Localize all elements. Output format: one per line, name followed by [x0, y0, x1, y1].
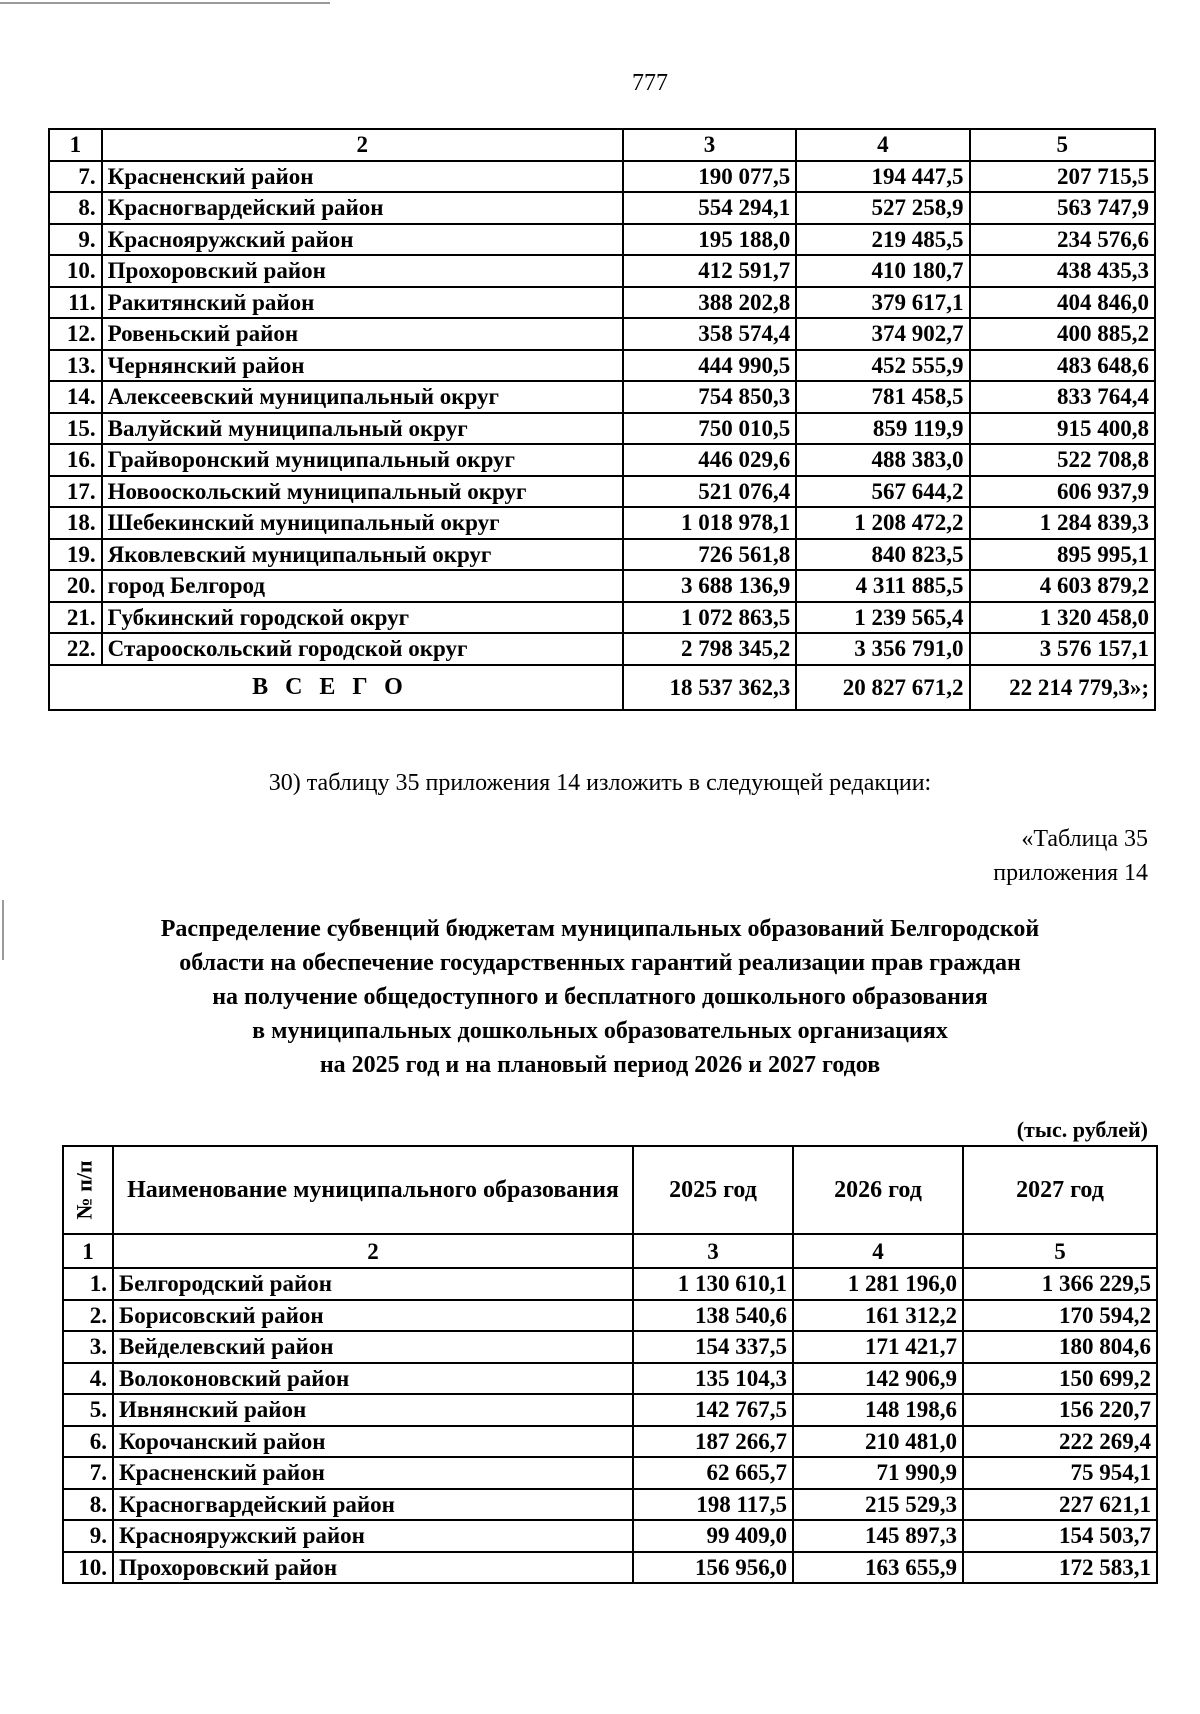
municipality-name: Красногвардейский район	[113, 1489, 633, 1521]
value-2026: 219 485,5	[796, 224, 969, 256]
value-2027: 483 648,6	[970, 350, 1155, 382]
table-row	[49, 350, 1155, 382]
row-number: 14.	[49, 381, 102, 413]
value-2027: 207 715,5	[970, 161, 1155, 193]
table-row	[49, 507, 1155, 539]
municipality-name: Волоконовский район	[113, 1363, 633, 1395]
municipality-name: Прохоровский район	[113, 1552, 633, 1584]
row-number: 9.	[49, 224, 102, 256]
table-row	[63, 1331, 1157, 1363]
table-row	[49, 413, 1155, 445]
value-2026: 379 617,1	[796, 287, 969, 319]
table-row	[63, 1520, 1157, 1552]
value-2026: 781 458,5	[796, 381, 969, 413]
row-number: 15.	[49, 413, 102, 445]
table-row	[49, 224, 1155, 256]
index-cell: 3	[623, 129, 796, 161]
heading-line: в муниципальных дошкольных образовательных организациях	[252, 1018, 948, 1044]
value-2027: 1 366 229,5	[963, 1268, 1157, 1300]
value-2027: 180 804,6	[963, 1331, 1157, 1363]
value-2026: 3 356 791,0	[796, 633, 969, 665]
municipality-name: город Белгород	[102, 570, 623, 602]
value-2026: 374 902,7	[796, 318, 969, 350]
row-number: 11.	[49, 287, 102, 319]
municipality-name: Краснояружский район	[113, 1520, 633, 1552]
municipality-name: Красненский район	[102, 161, 623, 193]
table-row	[63, 1457, 1157, 1489]
municipality-name: Чернянский район	[102, 350, 623, 382]
value-2026: 4 311 885,5	[796, 570, 969, 602]
row-number: 19.	[49, 539, 102, 571]
row-number: 21.	[49, 602, 102, 634]
header-name: Наименование муниципального образования	[113, 1146, 633, 1234]
municipality-name: Белгородский район	[113, 1268, 633, 1300]
row-number: 10.	[63, 1552, 113, 1584]
index-cell: 5	[963, 1234, 1157, 1268]
table-row	[49, 287, 1155, 319]
municipality-name: Валуйский муниципальный округ	[102, 413, 623, 445]
value-2026: 452 555,9	[796, 350, 969, 382]
value-2025: 1 130 610,1	[633, 1268, 793, 1300]
index-cell: 1	[49, 129, 102, 161]
table-row	[49, 633, 1155, 665]
index-cell: 2	[102, 129, 623, 161]
table-continuation	[48, 128, 1156, 711]
value-2027: 606 937,9	[970, 476, 1155, 508]
header-2026: 2026 год	[793, 1146, 963, 1234]
table-row	[63, 1552, 1157, 1584]
value-2027: 563 747,9	[970, 192, 1155, 224]
value-2026: 163 655,9	[793, 1552, 963, 1584]
row-number: 7.	[63, 1457, 113, 1489]
row-number: 3.	[63, 1331, 113, 1363]
value-2026: 1 239 565,4	[796, 602, 969, 634]
value-2026: 410 180,7	[796, 255, 969, 287]
value-2025: 554 294,1	[623, 192, 796, 224]
row-number: 6.	[63, 1426, 113, 1458]
row-number: 8.	[63, 1489, 113, 1521]
value-2025: 444 990,5	[623, 350, 796, 382]
value-2026: 210 481,0	[793, 1426, 963, 1458]
index-cell: 5	[970, 129, 1155, 161]
value-2027: 833 764,4	[970, 381, 1155, 413]
municipality-name: Краснояружский район	[102, 224, 623, 256]
value-2026: 1 208 472,2	[796, 507, 969, 539]
scan-artifact-line	[0, 2, 330, 4]
municipality-name: Губкинский городской округ	[102, 602, 623, 634]
table-row	[49, 476, 1155, 508]
table-row	[49, 255, 1155, 287]
table-row	[49, 539, 1155, 571]
row-number: 2.	[63, 1300, 113, 1332]
table-continuation-body	[49, 129, 1155, 665]
row-number: 7.	[49, 161, 102, 193]
table-row	[63, 1426, 1157, 1458]
value-2026: 488 383,0	[796, 444, 969, 476]
table-header-row	[63, 1146, 1157, 1234]
index-cell: 4	[796, 129, 969, 161]
table-row	[49, 602, 1155, 634]
value-2026: 527 258,9	[796, 192, 969, 224]
row-number: 12.	[49, 318, 102, 350]
value-2027: 227 621,1	[963, 1489, 1157, 1521]
municipality-name: Старооскольский городской округ	[102, 633, 623, 665]
appendix-ref: приложения 14	[993, 860, 1148, 886]
value-2027: 915 400,8	[970, 413, 1155, 445]
value-2025: 154 337,5	[633, 1331, 793, 1363]
value-2025: 99 409,0	[633, 1520, 793, 1552]
value-2025: 2 798 345,2	[623, 633, 796, 665]
index-cell: 3	[633, 1234, 793, 1268]
table-35-body	[63, 1146, 1157, 1583]
table-row	[49, 161, 1155, 193]
value-2025: 412 591,7	[623, 255, 796, 287]
value-2025: 754 850,3	[623, 381, 796, 413]
header-2027: 2027 год	[963, 1146, 1157, 1234]
table-row	[63, 1300, 1157, 1332]
value-2025: 358 574,4	[623, 318, 796, 350]
value-2025: 726 561,8	[623, 539, 796, 571]
value-2025: 135 104,3	[633, 1363, 793, 1395]
municipality-name: Корочанский район	[113, 1426, 633, 1458]
scan-artifact-margin	[2, 900, 4, 960]
value-2027: 3 576 157,1	[970, 633, 1155, 665]
page-number: 777	[632, 70, 668, 96]
value-2027: 75 954,1	[963, 1457, 1157, 1489]
row-number: 16.	[49, 444, 102, 476]
value-2026: 567 644,2	[796, 476, 969, 508]
value-2025: 750 010,5	[623, 413, 796, 445]
value-2027: 400 885,2	[970, 318, 1155, 350]
value-2027: 404 846,0	[970, 287, 1155, 319]
value-2026: 840 823,5	[796, 539, 969, 571]
row-number: 9.	[63, 1520, 113, 1552]
table-row	[63, 1489, 1157, 1521]
value-2027: 1 284 839,3	[970, 507, 1155, 539]
total-2027: 22 214 779,3»;	[970, 665, 1155, 710]
value-2026: 171 421,7	[793, 1331, 963, 1363]
value-2027: 1 320 458,0	[970, 602, 1155, 634]
municipality-name: Шебекинский муниципальный округ	[102, 507, 623, 539]
header-num-label: № п/п	[71, 1160, 97, 1220]
value-2026: 194 447,5	[796, 161, 969, 193]
table-row	[63, 1363, 1157, 1395]
municipality-name: Яковлевский муниципальный округ	[102, 539, 623, 571]
value-2027: 154 503,7	[963, 1520, 1157, 1552]
value-2026: 1 281 196,0	[793, 1268, 963, 1300]
table-row	[63, 1394, 1157, 1426]
value-2027: 522 708,8	[970, 444, 1155, 476]
municipality-name: Ровеньский район	[102, 318, 623, 350]
row-number: 13.	[49, 350, 102, 382]
value-2027: 150 699,2	[963, 1363, 1157, 1395]
row-number: 4.	[63, 1363, 113, 1395]
heading-line: на 2025 год и на плановый период 2026 и 2027 годов	[319, 1052, 881, 1078]
municipality-name: Алексеевский муниципальный округ	[102, 381, 623, 413]
total-2026: 20 827 671,2	[796, 665, 969, 710]
value-2025: 1 018 978,1	[623, 507, 796, 539]
value-2025: 187 266,7	[633, 1426, 793, 1458]
value-2025: 521 076,4	[623, 476, 796, 508]
municipality-name: Вейделевский район	[113, 1331, 633, 1363]
value-2027: 4 603 879,2	[970, 570, 1155, 602]
header-2025: 2025 год	[633, 1146, 793, 1234]
value-2025: 138 540,6	[633, 1300, 793, 1332]
row-number: 10.	[49, 255, 102, 287]
heading-line: на получение общедоступного и бесплатного дошкольного образования	[212, 984, 988, 1010]
row-number: 5.	[63, 1394, 113, 1426]
units-label: (тыс. рублей)	[1016, 1117, 1148, 1142]
value-2025: 198 117,5	[633, 1489, 793, 1521]
value-2027: 222 269,4	[963, 1426, 1157, 1458]
row-number: 1.	[63, 1268, 113, 1300]
municipality-name: Прохоровский район	[102, 255, 623, 287]
total-row	[49, 665, 1155, 710]
value-2027: 895 995,1	[970, 539, 1155, 571]
value-2026: 148 198,6	[793, 1394, 963, 1426]
table-row	[49, 444, 1155, 476]
municipality-name: Ракитянский район	[102, 287, 623, 319]
table-heading	[40, 912, 1160, 1082]
municipality-name: Красногвардейский район	[102, 192, 623, 224]
heading-line: области на обеспечение государственных гарантий реализации прав граждан	[179, 950, 1021, 976]
municipality-name: Новооскольский муниципальный округ	[102, 476, 623, 508]
value-2025: 195 188,0	[623, 224, 796, 256]
table-row	[49, 318, 1155, 350]
index-cell: 2	[113, 1234, 633, 1268]
municipality-name: Красненский район	[113, 1457, 633, 1489]
value-2025: 156 956,0	[633, 1552, 793, 1584]
value-2026: 145 897,3	[793, 1520, 963, 1552]
value-2027: 170 594,2	[963, 1300, 1157, 1332]
value-2025: 446 029,6	[623, 444, 796, 476]
value-2025: 3 688 136,9	[623, 570, 796, 602]
value-2027: 156 220,7	[963, 1394, 1157, 1426]
table-35	[62, 1145, 1158, 1584]
value-2027: 234 576,6	[970, 224, 1155, 256]
table-row	[49, 192, 1155, 224]
row-number: 20.	[49, 570, 102, 602]
instruction-text: 30) таблицу 35 приложения 14 изложить в следующей редакции:	[268, 770, 932, 796]
value-2026: 215 529,3	[793, 1489, 963, 1521]
row-number: 17.	[49, 476, 102, 508]
value-2025: 1 072 863,5	[623, 602, 796, 634]
municipality-name: Борисовский район	[113, 1300, 633, 1332]
total-label: ВСЕГО	[49, 665, 623, 710]
table-index-row	[49, 129, 1155, 161]
municipality-name: Грайворонский муниципальный округ	[102, 444, 623, 476]
value-2025: 142 767,5	[633, 1394, 793, 1426]
table-row	[49, 381, 1155, 413]
value-2026: 161 312,2	[793, 1300, 963, 1332]
value-2027: 438 435,3	[970, 255, 1155, 287]
table-row	[49, 570, 1155, 602]
value-2025: 190 077,5	[623, 161, 796, 193]
value-2026: 71 990,9	[793, 1457, 963, 1489]
value-2027: 172 583,1	[963, 1552, 1157, 1584]
row-number: 22.	[49, 633, 102, 665]
heading-line: Распределение субвенций бюджетам муниципальных образований Белгородской	[160, 916, 1040, 942]
index-cell: 1	[63, 1234, 113, 1268]
total-2025: 18 537 362,3	[623, 665, 796, 710]
row-number: 18.	[49, 507, 102, 539]
value-2026: 859 119,9	[796, 413, 969, 445]
value-2026: 142 906,9	[793, 1363, 963, 1395]
header-num	[63, 1146, 113, 1234]
row-number: 8.	[49, 192, 102, 224]
value-2025: 388 202,8	[623, 287, 796, 319]
table-row	[63, 1268, 1157, 1300]
municipality-name: Ивнянский район	[113, 1394, 633, 1426]
index-cell: 4	[793, 1234, 963, 1268]
appendix-table-ref: «Таблица 35	[1021, 826, 1148, 852]
table-index-row	[63, 1234, 1157, 1268]
value-2025: 62 665,7	[633, 1457, 793, 1489]
